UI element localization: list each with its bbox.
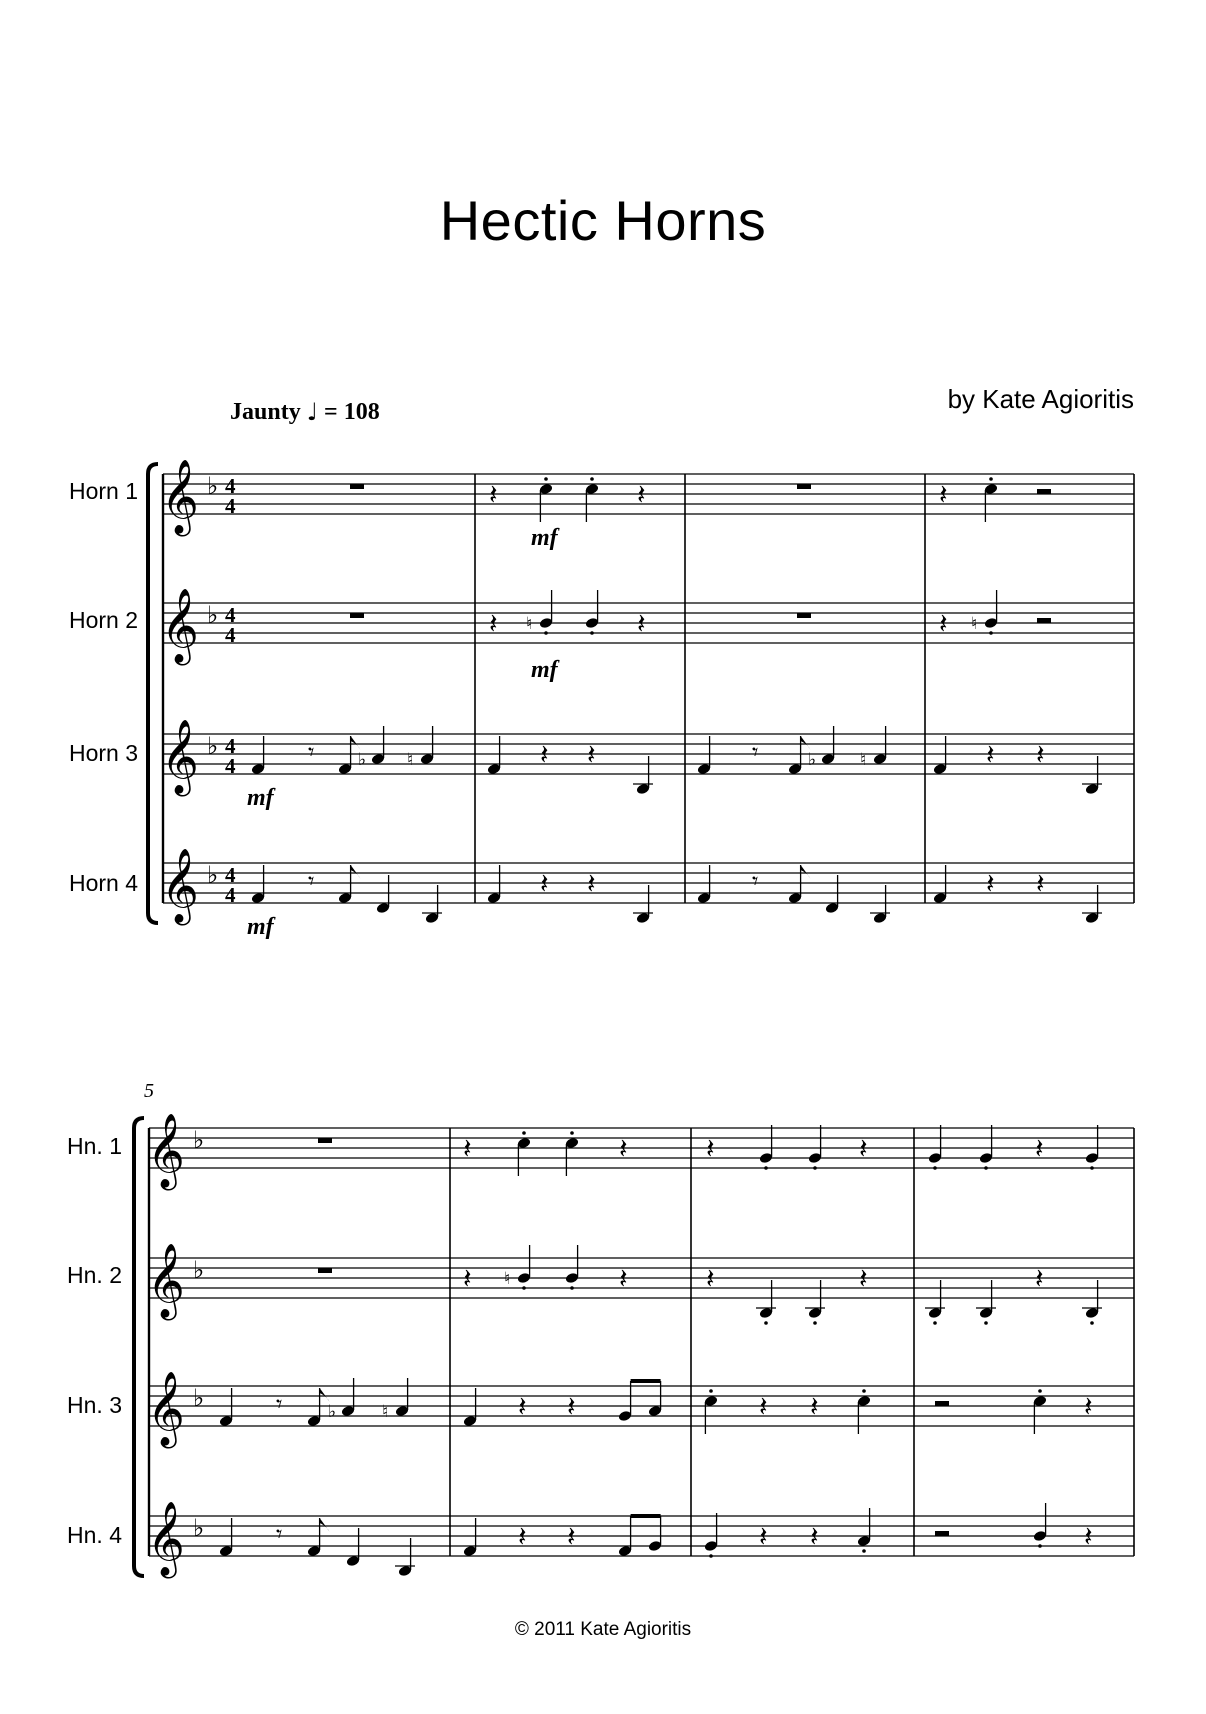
instrument-label: Hn. 2 [67, 1262, 122, 1288]
whole-rest [350, 613, 364, 618]
instrument-label: Hn. 1 [67, 1133, 122, 1159]
eighth-rest: 𝄾 [752, 867, 759, 895]
staccato-dot [984, 1166, 988, 1170]
tempo-value: = 108 [324, 398, 380, 425]
quarter-rest: 𝄽 [637, 478, 646, 511]
natural-accidental: ♮ [407, 750, 414, 770]
flat-accidental: ♭ [358, 750, 367, 770]
key-signature-flat: ♭ [207, 472, 219, 500]
key-signature-flat: ♭ [193, 1384, 205, 1412]
staccato-dot [764, 1166, 768, 1170]
whole-rest [350, 484, 364, 489]
eighth-flag [801, 865, 811, 879]
staccato-dot [1090, 1166, 1094, 1170]
dynamic-marking: mf [247, 785, 274, 811]
system-bracket [134, 1118, 144, 1576]
quarter-rest: 𝄽 [759, 1520, 768, 1553]
quarter-rest: 𝄽 [567, 1390, 576, 1423]
dynamic-marking: mf [531, 657, 558, 683]
quarter-rest: 𝄽 [759, 1390, 768, 1423]
half-rest [935, 1531, 949, 1536]
staccato-dot [709, 1389, 713, 1393]
eighth-rest: 𝄾 [276, 1520, 283, 1548]
dynamic-marking: mf [247, 914, 274, 940]
quarter-rest: 𝄽 [463, 1262, 472, 1295]
key-signature-flat: ♭ [207, 601, 219, 629]
whole-rest [318, 1138, 332, 1143]
quarter-rest: 𝄽 [540, 867, 549, 900]
treble-clef-icon: 𝄞 [147, 1244, 185, 1318]
eighth-flag [351, 736, 361, 750]
natural-accidental: ♮ [971, 614, 978, 634]
quarter-rest: 𝄽 [939, 478, 948, 511]
instrument-label: Horn 1 [68, 478, 138, 504]
quarter-rest: 𝄽 [489, 478, 498, 511]
quarter-rest: 𝄽 [463, 1132, 472, 1165]
treble-clef-icon: 𝄞 [161, 589, 199, 663]
staccato-dot [570, 1131, 574, 1135]
eighth-rest: 𝄾 [276, 1390, 283, 1418]
treble-clef-icon: 𝄞 [147, 1114, 185, 1188]
half-rest [935, 1401, 949, 1406]
time-signature-bottom: 4 [225, 623, 236, 647]
key-signature-flat: ♭ [193, 1514, 205, 1542]
treble-clef-icon: 𝄞 [161, 460, 199, 534]
instrument-label: Hn. 4 [67, 1522, 122, 1548]
quarter-rest: 𝄽 [540, 738, 549, 771]
whole-rest [797, 613, 811, 618]
page-title: Hectic Horns [439, 189, 767, 252]
dynamic-marking: mf [531, 525, 558, 551]
key-signature-flat: ♭ [193, 1256, 205, 1284]
eighth-rest: 𝄾 [308, 867, 315, 895]
instrument-label: Horn 2 [68, 607, 138, 633]
quarter-rest: 𝄽 [810, 1390, 819, 1423]
copyright: © 2011 Kate Agioritis [514, 1619, 692, 1640]
eighth-flag [320, 1518, 330, 1532]
flat-accidental: ♭ [808, 750, 817, 770]
half-rest [1037, 618, 1051, 623]
treble-clef-icon: 𝄞 [161, 720, 199, 794]
staccato-dot [989, 631, 993, 635]
instrument-label: Horn 4 [68, 870, 138, 896]
staccato-dot [570, 1286, 574, 1290]
quarter-rest: 𝄽 [489, 607, 498, 640]
quarter-rest: 𝄽 [587, 867, 596, 900]
time-signature-top: 4 [225, 863, 236, 887]
quarter-rest: 𝄽 [1036, 738, 1045, 771]
staccato-dot [984, 1321, 988, 1325]
natural-accidental: ♮ [382, 1402, 389, 1422]
key-signature-flat: ♭ [207, 732, 219, 760]
eighth-rest: 𝄾 [752, 738, 759, 766]
time-signature-top: 4 [225, 474, 236, 498]
staccato-dot [522, 1286, 526, 1290]
quarter-rest: 𝄽 [986, 738, 995, 771]
quarter-rest: 𝄽 [619, 1132, 628, 1165]
quarter-rest: 𝄽 [518, 1390, 527, 1423]
staccato-dot [1090, 1321, 1094, 1325]
staccato-dot [590, 477, 594, 481]
quarter-rest: 𝄽 [706, 1132, 715, 1165]
eighth-flag [320, 1388, 330, 1402]
flat-accidental: ♭ [328, 1402, 337, 1422]
quarter-rest: 𝄽 [637, 607, 646, 640]
staccato-dot [813, 1321, 817, 1325]
staccato-dot [1038, 1544, 1042, 1548]
system-bracket [148, 464, 158, 923]
staccato-dot [709, 1554, 713, 1558]
time-signature-top: 4 [225, 734, 236, 758]
time-signature-bottom: 4 [225, 754, 236, 778]
natural-accidental: ♮ [504, 1269, 511, 1289]
whole-rest [797, 484, 811, 489]
quarter-rest: 𝄽 [1035, 1262, 1044, 1295]
eighth-rest: 𝄾 [308, 738, 315, 766]
key-signature-flat: ♭ [207, 861, 219, 889]
time-signature-top: 4 [225, 603, 236, 627]
staccato-dot [764, 1321, 768, 1325]
staccato-dot [862, 1389, 866, 1393]
staccato-dot [544, 631, 548, 635]
staccato-dot [813, 1166, 817, 1170]
quarter-rest: 𝄽 [859, 1132, 868, 1165]
whole-rest [318, 1268, 332, 1273]
treble-clef-icon: 𝄞 [161, 849, 199, 923]
quarter-rest: 𝄽 [810, 1520, 819, 1553]
half-rest [1037, 489, 1051, 494]
composer-credit: by Kate Agioritis [947, 384, 1134, 414]
quarter-rest: 𝄽 [939, 607, 948, 640]
treble-clef-icon: 𝄞 [147, 1502, 185, 1576]
key-signature-flat: ♭ [193, 1126, 205, 1154]
quarter-rest: 𝄽 [1035, 1132, 1044, 1165]
time-signature-bottom: 4 [225, 494, 236, 518]
staccato-dot [989, 477, 993, 481]
eighth-flag [351, 865, 361, 879]
quarter-note-icon: ♩ [306, 398, 319, 426]
staccato-dot [862, 1549, 866, 1553]
quarter-rest: 𝄽 [986, 867, 995, 900]
quarter-rest: 𝄽 [1084, 1390, 1093, 1423]
staccato-dot [933, 1321, 937, 1325]
instrument-label: Horn 3 [68, 740, 138, 766]
quarter-rest: 𝄽 [567, 1520, 576, 1553]
natural-accidental: ♮ [526, 614, 533, 634]
staccato-dot [522, 1131, 526, 1135]
tempo-word: Jaunty [230, 398, 301, 425]
natural-accidental: ♮ [860, 750, 867, 770]
staccato-dot [1038, 1389, 1042, 1393]
quarter-rest: 𝄽 [518, 1520, 527, 1553]
quarter-rest: 𝄽 [706, 1262, 715, 1295]
eighth-flag [801, 736, 811, 750]
measure-number: 5 [144, 1080, 154, 1102]
staccato-dot [933, 1166, 937, 1170]
time-signature-bottom: 4 [225, 883, 236, 907]
staccato-dot [590, 631, 594, 635]
quarter-rest: 𝄽 [859, 1262, 868, 1295]
quarter-rest: 𝄽 [1036, 867, 1045, 900]
quarter-rest: 𝄽 [619, 1262, 628, 1295]
staccato-dot [544, 477, 548, 481]
quarter-rest: 𝄽 [587, 738, 596, 771]
quarter-rest: 𝄽 [1084, 1520, 1093, 1553]
treble-clef-icon: 𝄞 [147, 1372, 185, 1446]
instrument-label: Hn. 3 [67, 1392, 122, 1418]
